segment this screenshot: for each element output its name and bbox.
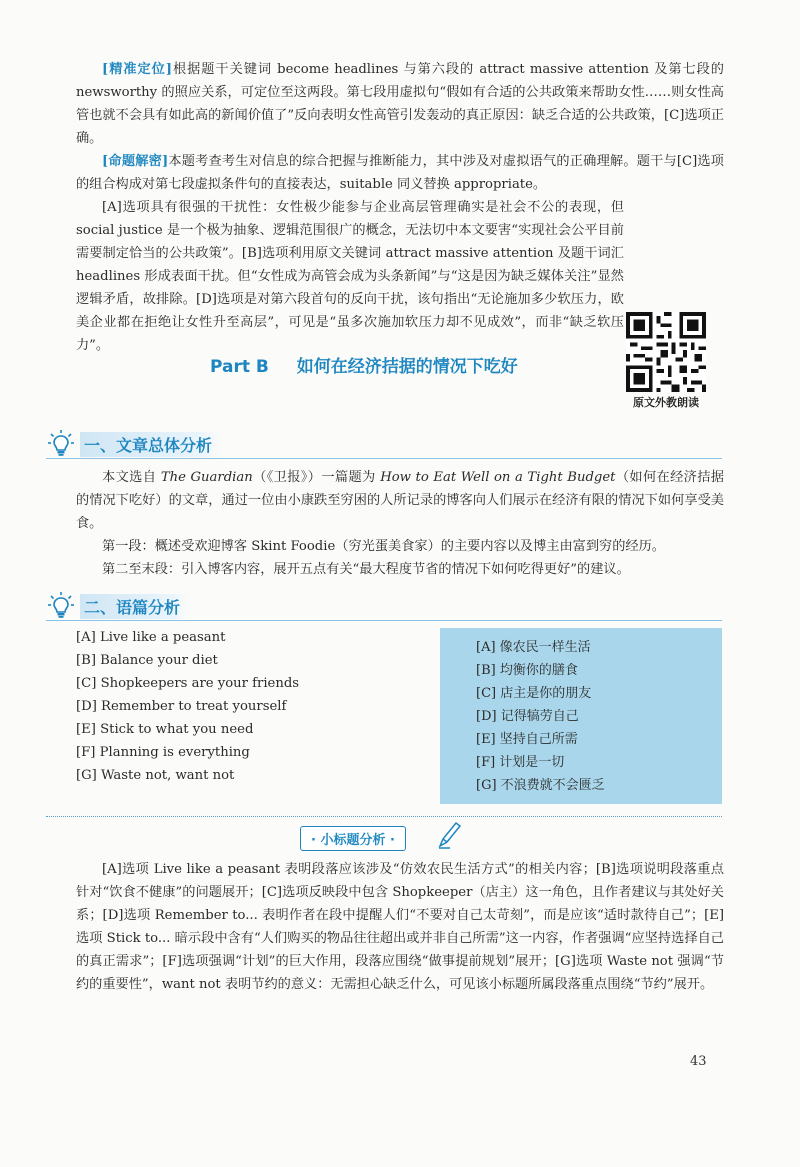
part-label: Part B xyxy=(210,357,269,377)
headings-list-en xyxy=(76,626,416,787)
list-item: [A] Live like a peasant xyxy=(76,630,226,645)
question-decode-paragraph xyxy=(76,150,724,196)
qr-caption: 原文外教朗读 xyxy=(633,396,699,409)
pen-icon xyxy=(436,820,462,850)
source-title: The Guardian xyxy=(160,470,253,485)
list-item: [D] Remember to treat yourself xyxy=(76,699,287,714)
overview-paragraph-source xyxy=(76,466,724,535)
list-item: [A] 像农民一样生活 xyxy=(476,640,591,655)
section-heading-overview xyxy=(46,428,722,459)
question-decode-tag: [命题解密] xyxy=(102,154,169,169)
lightbulb-icon xyxy=(46,428,76,458)
subheading-analysis-title xyxy=(300,826,406,852)
list-item: [F] 计划是一切 xyxy=(476,755,565,770)
dotted-divider xyxy=(46,816,722,817)
lightbulb-icon xyxy=(46,590,76,620)
list-item: [B] Balance your diet xyxy=(76,653,218,668)
article-title: How to Eat Well on a Tight Budget xyxy=(380,470,616,485)
precise-location-tag: [精准定位] xyxy=(102,62,173,77)
section-heading-text: 一、文章总体分析 xyxy=(80,432,220,457)
precise-location-text: 根据题干关键词 become headlines 与第六段的 attract massive attention 及第七段的 newsworthy 的照应关系，可定位至这两段。第七段用虚拟句“假如有合适的公共政策来帮助女性……则女性高管也就不会具有如此高的新闻价值了”反向表明女性高管引发轰动的真正原因：缺乏合适的公共政策，[C]选项正确。 xyxy=(76,62,724,146)
question-decode-text: 本题考查考生对信息的综合把握与推断能力，其中涉及对虚拟语气的正确理解。题干与[C]选项的组合构成对第七段虚拟条件句的直接表达，suitable 同义替换 appropriate。 xyxy=(76,154,724,192)
list-item: [G] Waste not, want not xyxy=(76,768,235,783)
list-item: [E] Stick to what you need xyxy=(76,722,254,737)
subheading-analysis xyxy=(76,858,724,996)
list-item: [C] Shopkeepers are your friends xyxy=(76,676,300,691)
translation-box xyxy=(440,628,722,804)
overview-text: （如何在经济拮据的情况下吃好）的文章，通过一位由小康跌至穷困的人所记录的博客向人们展示在经济有限的情况下如何享受美食。 xyxy=(76,470,724,531)
qr-code-icon[interactable] xyxy=(626,312,706,392)
page-number: 43 xyxy=(690,1054,707,1069)
precise-location-paragraph xyxy=(76,58,724,150)
part-title-text: 如何在经济拮据的情况下吃好 xyxy=(296,357,518,377)
part-b-title xyxy=(210,352,590,377)
list-item: [B] 均衡你的膳食 xyxy=(476,663,578,678)
section-heading-discourse xyxy=(46,590,722,621)
distractor-analysis-paragraph: [A]选项具有很强的干扰性：女性极少能参与企业高层管理确实是社会不公的表现，但 social justice 是一个极为抽象、逻辑范围很广的概念，无法切中本文要害“实现社会公平目前需要制定恰当的公共政策”。[B]选项利用原文关键词 attract massive attention 及题干词汇 headlines 形成表面干扰。但“女性成为高管会成为头条新闻”与“这是因为缺乏媒体关注”显然逻辑矛盾，故排除。[D]选项是对第六段首句的反向干扰，该句指出“无论施加多少软压力，欧美企业都在拒绝让女性升至高层”，可见是“虽多次施加软压力却不见成效”，而非“缺乏软压力”。 xyxy=(76,200,624,353)
list-item: [C] 店主是你的朋友 xyxy=(476,686,592,701)
section-heading-text: 二、语篇分析 xyxy=(80,594,188,619)
list-item: [F] Planning is everything xyxy=(76,745,250,760)
overview-text: 本文选自 xyxy=(102,470,161,485)
list-item: [D] 记得犒劳自己 xyxy=(476,709,579,724)
list-item: [E] 坚持自己所需 xyxy=(476,732,578,747)
overview-text: （《卫报》）一篇题为 xyxy=(252,470,381,485)
article-overview xyxy=(76,466,724,581)
analysis-paragraph: [A]选项 Live like a peasant 表明段落应该涉及“仿效农民生活方式”的相关内容；[B]选项说明段落重点针对“饮食不健康”的问题展开；[C]选项反映段中包含 Shopkeeper（店主）这一角色，且作者建议与其处好关系；[D]选项 Remember to... 表明作者在段中提醒人们“不要对自己太苛刻”，而是应该“适时款待自己”；[E]选项 Stick to... 暗示段中含有“人们购买的物品往往超出或并非自己所需”这一内容，作者强调“应坚持选择自己的真正需求”；[F]选项强调“计划”的巨大作用，段落应围绕“做事提前规划”展开；[G]选项 Waste not 强调“节约的重要性”，want not 表明节约的意义：无需担心缺乏什么，可见该小标题所属段落重点围绕“节约”展开。 xyxy=(76,862,724,992)
overview-paragraph-first: 第一段：概述受欢迎博客 Skint Foodie（穷光蛋美食家）的主要内容以及博主由富到穷的经历。 xyxy=(102,539,665,554)
qr-code-block xyxy=(624,312,708,410)
overview-paragraph-rest: 第二至末段：引入博客内容，展开五点有关“最大程度节省的情况下如何吃得更好”的建议。 xyxy=(102,562,630,577)
list-item: [G] 不浪费就不会匮乏 xyxy=(476,778,605,793)
subheading-analysis-label: · 小标题分析 · xyxy=(300,826,406,851)
